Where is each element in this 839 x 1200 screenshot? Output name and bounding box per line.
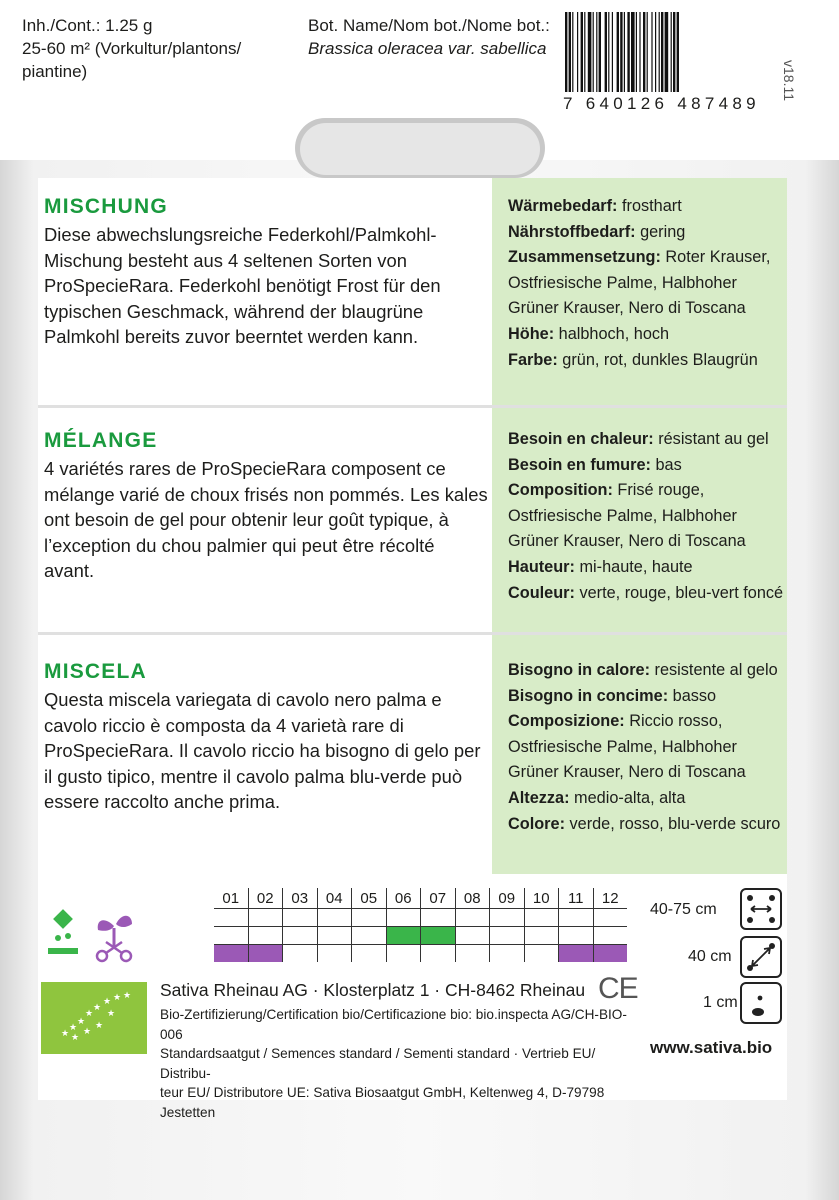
- info-label: Höhe:: [508, 324, 555, 343]
- calendar-cell-sow: [421, 909, 456, 927]
- divider: [38, 632, 787, 635]
- info-value: bas: [650, 455, 682, 474]
- svg-text:★: ★: [103, 996, 112, 1006]
- calendar-cell-sow: [455, 909, 490, 927]
- calendar-cell-sow: [317, 909, 352, 927]
- version-label: v18.11: [781, 60, 797, 101]
- info-value: Riccio rosso, Ostfriesische Palme, Halbhoher Grüner Krauser, Nero di Toscana: [508, 712, 746, 782]
- info-label: Wärmebedarf:: [508, 197, 618, 215]
- info-label: Nährstoffbedarf:: [508, 222, 636, 241]
- calendar-cell-plant: [283, 927, 318, 945]
- section-title-fr: MÉLANGE: [44, 429, 158, 452]
- svg-text:★: ★: [113, 992, 122, 1002]
- botanical-name-value: Brassica oleracea var. sabellica: [308, 39, 547, 58]
- calendar-month: 12: [601, 889, 619, 907]
- info-label: Composition:: [508, 481, 613, 500]
- calendar-cell-harvest: [559, 945, 594, 963]
- svg-text:★: ★: [123, 990, 132, 1000]
- calendar-month: 11: [559, 888, 594, 909]
- calendar-cell-harvest: [386, 945, 421, 963]
- info-label: Farbe:: [508, 350, 558, 369]
- calendar-cell-harvest: [248, 945, 283, 963]
- calendar-cell-plant: [352, 927, 387, 945]
- calendar-cell-sow: [524, 909, 559, 927]
- info-list-it: [508, 658, 784, 837]
- svg-text:★: ★: [83, 1026, 92, 1036]
- info-label: Zusammensetzung:: [508, 248, 661, 267]
- calendar-cell-sow: [214, 909, 248, 927]
- fine-print-line: Standardsaatgut / Semences standard / Sementi standard · Vertrieb EU/ Distribu-: [160, 1046, 596, 1081]
- calendar-month: 08: [455, 888, 490, 909]
- info-label: Besoin en chaleur:: [508, 430, 654, 448]
- calendar-month: 07: [421, 888, 456, 909]
- calendar-cell-plant: [455, 927, 490, 945]
- calendar-cell-sow: [248, 909, 283, 927]
- info-value: mi-haute, haute: [574, 557, 693, 576]
- content-info: [22, 14, 241, 83]
- fine-print-line: Bio-Zertifizierung/Certification bio/Certificazione bio: bio.inspecta AG/CH-BIO-006: [160, 1007, 627, 1042]
- fine-print-line: teur EU/ Distributore UE: Sativa Biosaatgut GmbH, Keltenweg 4, D-79798 Jestetten: [160, 1085, 605, 1120]
- calendar-cell-sow: [490, 909, 525, 927]
- info-label: Couleur:: [508, 583, 575, 602]
- calendar-cell-sow: [352, 909, 387, 927]
- calendar-cell-harvest: [593, 945, 627, 963]
- plant-distance-icon: [740, 936, 782, 978]
- calendar-cell-harvest: [352, 945, 387, 963]
- barcode-digits: 7 640126 487489: [563, 94, 760, 113]
- calendar-cell-harvest: [317, 945, 352, 963]
- info-value: Roter Krauser, Ostfriesische Palme, Halbhoher Grüner Krauser, Nero di Toscana: [508, 248, 771, 318]
- calendar-cell-sow: [386, 909, 421, 927]
- growing-calendar: [214, 888, 627, 962]
- section-text-de: Diese abwechslungsreiche Federkohl/Palmkohl-Mischung besteht aus 4 seltenen Sorten von ProSpecieRara. Federkohl benötigt Frost für den typischen Geschmack, während der blaugrüne Palmkohl bereits zuvor beerntet werden kann.: [44, 224, 441, 347]
- hanging-notch-inner: [300, 123, 540, 175]
- section-text-fr: 4 variétés rares de ProSpecieRara composent ce mélange varié de choux frisés non pommés. Les kales ont besoin de gel pour obtenir leur goût typique, à l’exception du chou palmier qui peut être récolté avant.: [44, 458, 488, 581]
- content-line: piantine): [22, 62, 88, 81]
- calendar-month: 06: [386, 888, 421, 909]
- svg-text:★: ★: [85, 1008, 94, 1018]
- eu-organic-logo: [41, 982, 147, 1054]
- info-value: verde, rosso, blu-verde scuro: [564, 814, 781, 833]
- calendar-cell-plant: [490, 927, 525, 945]
- calendar-cell-harvest: [421, 945, 456, 963]
- divider: [38, 405, 787, 408]
- info-label: Besoin en fumure:: [508, 455, 651, 474]
- info-label: Altezza:: [508, 788, 570, 807]
- calendar-month: 01: [214, 888, 248, 909]
- sowing-depth-icon: [740, 982, 782, 1024]
- row-spacing-value: 40-75 cm: [650, 901, 717, 918]
- ce-mark: CE: [598, 972, 638, 1005]
- content-line: Inh./Cont.: 1.25 g: [22, 16, 153, 35]
- info-label: Colore:: [508, 814, 565, 833]
- calendar-month: 09: [490, 888, 525, 909]
- calendar-cell-plant: [559, 927, 594, 945]
- calendar-cell-harvest: [490, 945, 525, 963]
- section-title-de: MISCHUNG: [44, 195, 168, 218]
- svg-text:★: ★: [69, 1022, 78, 1032]
- calendar-month: 10: [524, 888, 559, 909]
- calendar-cell-sow: [283, 909, 318, 927]
- calendar-cell-harvest: [455, 945, 490, 963]
- calendar-cell-harvest: [283, 945, 318, 963]
- svg-text:★: ★: [107, 1008, 116, 1018]
- info-value: medio-alta, alta: [569, 788, 686, 807]
- sowing-icon: [48, 909, 78, 954]
- section-title-it: MISCELA: [44, 660, 147, 683]
- info-value: gering: [635, 222, 686, 241]
- svg-text:★: ★: [71, 1032, 80, 1042]
- info-value: résistant au gel: [653, 430, 769, 448]
- calendar-cell-harvest: [524, 945, 559, 963]
- svg-text:★: ★: [95, 1020, 104, 1030]
- fine-print: [160, 1005, 640, 1122]
- calendar-month: 03: [283, 888, 318, 909]
- info-list-fr: [508, 427, 784, 606]
- svg-text:★: ★: [77, 1016, 86, 1026]
- info-value: basso: [668, 686, 717, 705]
- info-value: Frisé rouge, Ostfriesische Palme, Halbhoher Grüner Krauser, Nero di Toscana: [508, 481, 746, 551]
- calendar-month: 04: [317, 888, 352, 909]
- barcode: [565, 12, 777, 92]
- calendar-cell-plant: [386, 927, 421, 945]
- calendar-cell-sow: [559, 909, 594, 927]
- calendar-month: 02: [248, 888, 283, 909]
- info-value: resistente al gelo: [650, 661, 778, 679]
- content-line: 25-60 m² (Vorkultur/plantons/: [22, 39, 242, 58]
- section-text-it: Questa miscela variegata di cavolo nero palma e cavolo riccio è composta da 4 varietà rare di ProSpecieRara. Il cavolo riccio ha bisogno di gelo per il gusto tipico, mentre il cavolo palma blu-verde può essere raccolto anche prima.: [44, 689, 481, 812]
- info-label: Hauteur:: [508, 557, 575, 576]
- planting-icon: [97, 916, 132, 961]
- calendar-cell-plant: [593, 927, 627, 945]
- calendar-cell-harvest: [214, 945, 248, 963]
- plant-spacing-value: 40 cm: [688, 948, 732, 965]
- calendar-cell-plant: [317, 927, 352, 945]
- calendar-cell-sow: [593, 909, 627, 927]
- calendar-month: 05: [352, 888, 387, 909]
- website: www.sativa.bio: [650, 1038, 773, 1057]
- info-label: Bisogno in calore:: [508, 661, 651, 679]
- svg-text:★: ★: [61, 1028, 70, 1038]
- company-address: Sativa Rheinau AG · Klosterplatz 1 · CH-8462 Rheinau: [160, 980, 586, 1000]
- info-value: verte, rouge, bleu-vert foncé: [574, 583, 784, 602]
- calendar-cell-plant: [524, 927, 559, 945]
- info-value: halbhoch, hoch: [554, 324, 670, 343]
- row-distance-icon: [740, 888, 782, 930]
- calendar-cell-plant: [214, 927, 248, 945]
- botanical-name: [308, 14, 550, 60]
- info-label: Bisogno in concime:: [508, 686, 669, 705]
- calendar-cell-plant: [421, 927, 456, 945]
- info-list-de: [508, 194, 784, 373]
- info-value: frosthart: [617, 197, 682, 215]
- sowing-depth-value: 1 cm: [703, 994, 738, 1011]
- sowing-planting-icons: [44, 908, 142, 968]
- svg-text:★: ★: [93, 1002, 102, 1012]
- botanical-name-label: Bot. Name/Nom bot./Nome bot.:: [308, 16, 550, 35]
- info-label: Composizione:: [508, 712, 625, 731]
- calendar-cell-plant: [248, 927, 283, 945]
- info-value: grün, rot, dunkles Blaugrün: [557, 350, 758, 369]
